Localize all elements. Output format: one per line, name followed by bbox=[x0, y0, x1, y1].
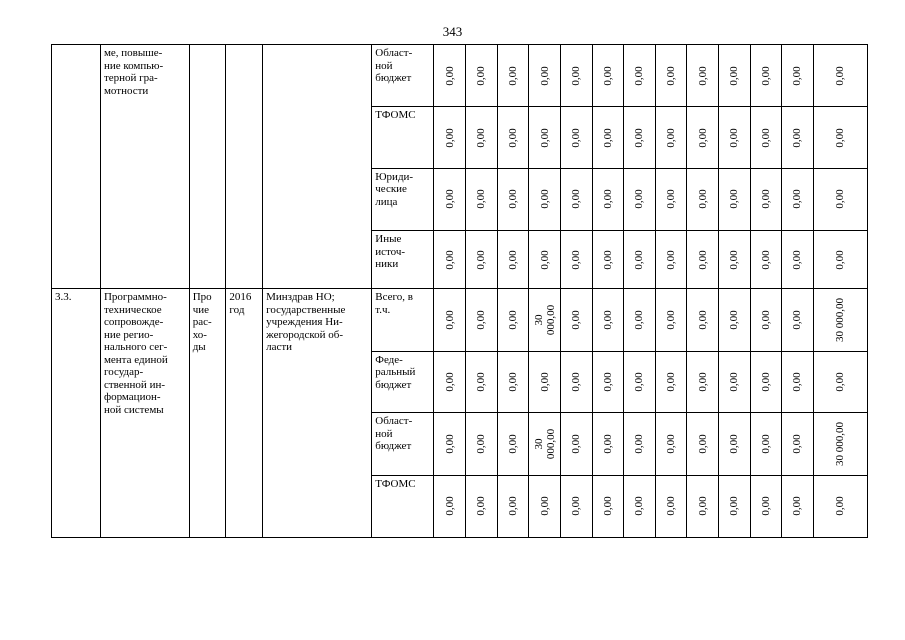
value-cell bbox=[592, 107, 624, 168]
cell-value: 0,00 bbox=[791, 310, 804, 330]
value-cell bbox=[655, 351, 687, 412]
cell-value: 0,00 bbox=[475, 189, 488, 210]
value-cell bbox=[782, 45, 814, 107]
cell-value: 0,00 bbox=[665, 372, 678, 392]
cell-value: 0,00 bbox=[728, 189, 741, 210]
cell-value: 0,00 bbox=[696, 310, 709, 330]
funding-source-cell: ТФОМС bbox=[372, 475, 434, 537]
value-cell bbox=[687, 475, 719, 537]
continued-executor-cell bbox=[263, 45, 372, 289]
value-cell bbox=[560, 475, 592, 537]
cell-value: 0,00 bbox=[475, 496, 488, 516]
value-cell bbox=[529, 45, 561, 107]
value-cell bbox=[497, 351, 529, 412]
cell-value: 0,00 bbox=[570, 496, 583, 516]
value-cell bbox=[466, 351, 498, 412]
funding-source-cell: Всего, в т.ч. bbox=[372, 289, 434, 351]
cell-value: 0,00 bbox=[633, 189, 646, 210]
cell-value: 0,00 bbox=[538, 496, 551, 516]
value-cell bbox=[782, 289, 814, 351]
cell-value: 0,00 bbox=[601, 434, 614, 454]
cell-value: 0,00 bbox=[601, 189, 614, 210]
cell-value: 0,00 bbox=[759, 127, 772, 148]
item-3-3-type-cell: Про чие рас- хо- ды bbox=[189, 289, 226, 538]
value-cell bbox=[624, 168, 656, 230]
value-cell bbox=[560, 168, 592, 230]
cell-value: 0,00 bbox=[506, 310, 519, 330]
value-cell bbox=[497, 413, 529, 475]
cell-value: 0,00 bbox=[696, 434, 709, 454]
value-cell bbox=[529, 231, 561, 289]
cell-value: 0,00 bbox=[696, 66, 709, 86]
value-cell bbox=[750, 475, 782, 537]
value-cell bbox=[497, 231, 529, 289]
value-cell bbox=[592, 475, 624, 537]
cell-value: 0,00 bbox=[665, 127, 678, 148]
value-cell bbox=[655, 231, 687, 289]
funding-source-cell: ТФОМС bbox=[372, 107, 434, 168]
value-cell bbox=[560, 351, 592, 412]
value-cell bbox=[782, 168, 814, 230]
cell-value: 0,00 bbox=[506, 372, 519, 392]
cell-value: 0,00 bbox=[443, 372, 456, 392]
cell-value: 0,00 bbox=[506, 496, 519, 516]
funding-source-cell: Феде- ральный бюджет bbox=[372, 351, 434, 412]
cell-value: 30 000,00 bbox=[532, 428, 557, 459]
cell-value: 0,00 bbox=[834, 372, 847, 392]
value-cell bbox=[529, 107, 561, 168]
cell-value: 0,00 bbox=[538, 127, 551, 148]
value-cell bbox=[687, 289, 719, 351]
value-cell bbox=[718, 45, 750, 107]
cell-value: 0,00 bbox=[570, 66, 583, 86]
cell-value: 0,00 bbox=[791, 127, 804, 148]
value-cell bbox=[529, 351, 561, 412]
funding-source-cell: Юриди- ческие лица bbox=[372, 168, 434, 230]
cell-value: 0,00 bbox=[570, 250, 583, 270]
value-cell bbox=[624, 231, 656, 289]
cell-value: 0,00 bbox=[633, 310, 646, 330]
cell-value: 0,00 bbox=[696, 372, 709, 392]
value-cell bbox=[750, 45, 782, 107]
cell-value: 0,00 bbox=[665, 189, 678, 210]
cell-value: 0,00 bbox=[601, 250, 614, 270]
cell-value: 0,00 bbox=[696, 189, 709, 210]
cell-value: 0,00 bbox=[506, 66, 519, 86]
value-cell bbox=[592, 351, 624, 412]
cell-value: 0,00 bbox=[506, 127, 519, 148]
cell-value: 0,00 bbox=[665, 250, 678, 270]
cell-value: 0,00 bbox=[570, 310, 583, 330]
cell-value: 0,00 bbox=[696, 127, 709, 148]
value-cell bbox=[592, 45, 624, 107]
cell-value: 0,00 bbox=[633, 66, 646, 86]
funding-source-cell: Област- ной бюджет bbox=[372, 45, 434, 107]
value-cell bbox=[624, 413, 656, 475]
value-cell bbox=[687, 107, 719, 168]
cell-value: 0,00 bbox=[633, 496, 646, 516]
table-row bbox=[52, 289, 868, 351]
value-cell bbox=[718, 107, 750, 168]
cell-value: 0,00 bbox=[791, 372, 804, 392]
cell-value: 0,00 bbox=[570, 127, 583, 148]
value-cell bbox=[782, 351, 814, 412]
cell-value: 0,00 bbox=[601, 127, 614, 148]
cell-value: 0,00 bbox=[834, 189, 847, 210]
budget-table-body bbox=[52, 45, 868, 538]
total-cell bbox=[813, 107, 867, 168]
value-cell bbox=[687, 168, 719, 230]
continued-number-cell bbox=[52, 45, 101, 289]
value-cell bbox=[687, 351, 719, 412]
cell-value: 0,00 bbox=[791, 496, 804, 516]
cell-value: 0,00 bbox=[696, 496, 709, 516]
value-cell bbox=[466, 231, 498, 289]
cell-value: 0,00 bbox=[443, 66, 456, 86]
cell-value: 0,00 bbox=[443, 250, 456, 270]
value-cell bbox=[529, 475, 561, 537]
cell-value: 0,00 bbox=[759, 310, 772, 330]
cell-value: 0,00 bbox=[633, 250, 646, 270]
cell-value: 0,00 bbox=[791, 250, 804, 270]
cell-value: 0,00 bbox=[443, 496, 456, 516]
cell-value: 0,00 bbox=[538, 372, 551, 392]
funding-source-cell: Област- ной бюджет bbox=[372, 413, 434, 475]
value-cell bbox=[782, 231, 814, 289]
cell-value: 0,00 bbox=[475, 372, 488, 392]
value-cell bbox=[466, 168, 498, 230]
cell-value: 0,00 bbox=[570, 372, 583, 392]
cell-value: 0,00 bbox=[759, 372, 772, 392]
value-cell bbox=[750, 231, 782, 289]
cell-value: 0,00 bbox=[506, 250, 519, 270]
cell-value: 0,00 bbox=[601, 496, 614, 516]
cell-value: 0,00 bbox=[665, 434, 678, 454]
cell-value: 0,00 bbox=[665, 310, 678, 330]
cell-value: 0,00 bbox=[601, 372, 614, 392]
cell-value: 0,00 bbox=[570, 434, 583, 454]
cell-value: 0,00 bbox=[506, 189, 519, 210]
page-number: 343 bbox=[442, 24, 463, 39]
cell-value: 0,00 bbox=[665, 496, 678, 516]
value-cell bbox=[434, 413, 466, 475]
cell-value: 0,00 bbox=[728, 434, 741, 454]
value-cell bbox=[592, 413, 624, 475]
cell-value: 0,00 bbox=[443, 189, 456, 210]
value-cell bbox=[434, 107, 466, 168]
value-cell bbox=[560, 413, 592, 475]
cell-value: 0,00 bbox=[728, 310, 741, 330]
cell-value: 0,00 bbox=[728, 127, 741, 148]
cell-value: 0,00 bbox=[601, 66, 614, 86]
cell-value: 0,00 bbox=[443, 310, 456, 330]
continued-type-cell bbox=[189, 45, 226, 289]
value-cell bbox=[655, 168, 687, 230]
value-cell bbox=[624, 475, 656, 537]
total-cell bbox=[813, 351, 867, 412]
cell-value: 0,00 bbox=[834, 66, 847, 86]
total-cell bbox=[813, 45, 867, 107]
table-row bbox=[52, 45, 868, 107]
value-cell bbox=[434, 351, 466, 412]
cell-value: 0,00 bbox=[475, 310, 488, 330]
value-cell bbox=[434, 475, 466, 537]
total-cell bbox=[813, 231, 867, 289]
cell-value: 0,00 bbox=[475, 250, 488, 270]
cell-value: 0,00 bbox=[728, 66, 741, 86]
value-cell bbox=[624, 107, 656, 168]
value-cell bbox=[655, 413, 687, 475]
cell-value: 0,00 bbox=[728, 496, 741, 516]
value-cell bbox=[560, 289, 592, 351]
value-cell bbox=[718, 475, 750, 537]
value-cell bbox=[782, 107, 814, 168]
cell-value: 0,00 bbox=[506, 434, 519, 454]
cell-value: 0,00 bbox=[791, 434, 804, 454]
total-cell bbox=[813, 289, 867, 351]
funding-source-cell: Иные источ- ники bbox=[372, 231, 434, 289]
value-cell bbox=[624, 289, 656, 351]
cell-value: 0,00 bbox=[759, 189, 772, 210]
value-cell bbox=[750, 107, 782, 168]
cell-value: 0,00 bbox=[443, 127, 456, 148]
cell-value: 0,00 bbox=[633, 434, 646, 454]
cell-value: 0,00 bbox=[570, 189, 583, 210]
value-cell bbox=[718, 413, 750, 475]
value-cell bbox=[497, 168, 529, 230]
value-cell bbox=[718, 351, 750, 412]
cell-value: 0,00 bbox=[791, 66, 804, 86]
value-cell bbox=[466, 45, 498, 107]
value-cell bbox=[529, 168, 561, 230]
value-cell bbox=[497, 45, 529, 107]
value-cell bbox=[560, 231, 592, 289]
value-cell bbox=[560, 45, 592, 107]
cell-value: 30 000,00 bbox=[532, 305, 557, 336]
value-cell bbox=[687, 413, 719, 475]
value-cell bbox=[497, 107, 529, 168]
value-cell bbox=[592, 231, 624, 289]
value-cell bbox=[529, 413, 561, 475]
item-3-3-number-cell: 3.3. bbox=[52, 289, 101, 538]
cell-value: 0,00 bbox=[475, 66, 488, 86]
cell-value: 0,00 bbox=[633, 372, 646, 392]
value-cell bbox=[624, 45, 656, 107]
value-cell bbox=[750, 413, 782, 475]
cell-value: 0,00 bbox=[759, 250, 772, 270]
value-cell bbox=[687, 45, 719, 107]
value-cell bbox=[655, 289, 687, 351]
value-cell bbox=[434, 289, 466, 351]
total-cell bbox=[813, 413, 867, 475]
value-cell bbox=[782, 475, 814, 537]
value-cell bbox=[718, 289, 750, 351]
continued-year-cell bbox=[226, 45, 263, 289]
cell-value: 0,00 bbox=[791, 189, 804, 210]
value-cell bbox=[655, 475, 687, 537]
cell-value: 0,00 bbox=[633, 127, 646, 148]
cell-value: 0,00 bbox=[728, 372, 741, 392]
value-cell bbox=[624, 351, 656, 412]
value-cell bbox=[466, 289, 498, 351]
cell-value: 0,00 bbox=[538, 66, 551, 86]
value-cell bbox=[497, 289, 529, 351]
cell-value: 0,00 bbox=[601, 310, 614, 330]
cell-value: 0,00 bbox=[834, 250, 847, 270]
cell-value: 0,00 bbox=[475, 127, 488, 148]
value-cell bbox=[466, 475, 498, 537]
cell-value: 0,00 bbox=[475, 434, 488, 454]
cell-value: 0,00 bbox=[728, 250, 741, 270]
total-cell bbox=[813, 475, 867, 537]
value-cell bbox=[718, 168, 750, 230]
cell-value: 0,00 bbox=[759, 66, 772, 86]
value-cell bbox=[718, 231, 750, 289]
value-cell bbox=[592, 289, 624, 351]
cell-value: 0,00 bbox=[834, 127, 847, 148]
value-cell bbox=[434, 168, 466, 230]
value-cell bbox=[466, 107, 498, 168]
value-cell bbox=[560, 107, 592, 168]
item-3-3-year-cell: 2016 год bbox=[226, 289, 263, 538]
cell-value: 30 000,00 bbox=[834, 298, 847, 343]
value-cell bbox=[434, 45, 466, 107]
value-cell bbox=[782, 413, 814, 475]
value-cell bbox=[497, 475, 529, 537]
cell-value: 0,00 bbox=[696, 250, 709, 270]
value-cell bbox=[750, 168, 782, 230]
value-cell bbox=[529, 289, 561, 351]
cell-value: 0,00 bbox=[834, 496, 847, 516]
value-cell bbox=[655, 107, 687, 168]
value-cell bbox=[434, 231, 466, 289]
value-cell bbox=[655, 45, 687, 107]
cell-value: 0,00 bbox=[443, 434, 456, 454]
value-cell bbox=[466, 413, 498, 475]
cell-value: 0,00 bbox=[538, 250, 551, 270]
total-cell bbox=[813, 168, 867, 230]
value-cell bbox=[750, 351, 782, 412]
item-3-3-executor-cell: Минздрав НО; государственные учреждения Ни- жегородской об- ласти bbox=[263, 289, 372, 538]
cell-value: 30 000,00 bbox=[834, 421, 847, 466]
value-cell bbox=[592, 168, 624, 230]
budget-table bbox=[51, 44, 868, 538]
cell-value: 0,00 bbox=[759, 496, 772, 516]
cell-value: 0,00 bbox=[538, 189, 551, 210]
value-cell bbox=[687, 231, 719, 289]
continued-name-cell: ме, повыше- ние компью- терной гра- мотности bbox=[100, 45, 189, 289]
item-3-3-name-cell: Программно- техническое сопровожде- ние регио- нального сег- мента единой государ- ственной ин- формацион- ной системы bbox=[100, 289, 189, 538]
cell-value: 0,00 bbox=[665, 66, 678, 86]
cell-value: 0,00 bbox=[759, 434, 772, 454]
value-cell bbox=[750, 289, 782, 351]
